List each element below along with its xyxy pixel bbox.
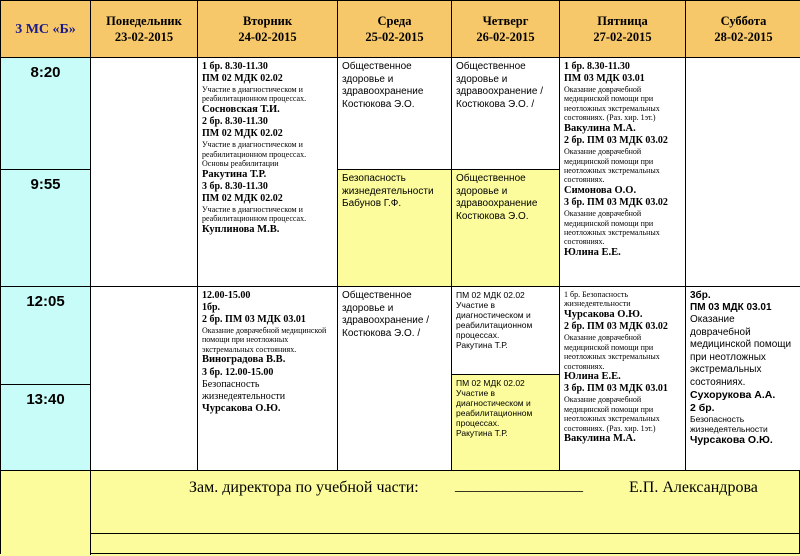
day-date: 26-02-2015 <box>476 30 535 44</box>
day-date: 25-02-2015 <box>365 30 424 44</box>
cell-line: Безопасность жизнедеятельности <box>690 414 768 434</box>
wednesday-period-2: Безопасность жизнедеятельности Бабунов Г.Ф. <box>338 170 452 287</box>
cell-line: Ракутина Т.Р. <box>202 168 267 180</box>
day-date: 24-02-2015 <box>238 30 297 44</box>
cell-line: Оказание доврачебной медицинской помощи при неотложных экстремальных состояниях. <box>564 147 660 185</box>
cell-line: Оказание доврачебной медицинской помощи при неотложных экстремальных состояниях. <box>202 326 327 354</box>
footer-bottom-row <box>91 533 800 556</box>
thursday-period-3: ПМ 02 МДК 02.02 Участие в диагностическом и реабилитационном процессах. Ракутина Т.Р. <box>452 287 560 375</box>
cell-line: Оказание доврачебной медицинской помощи при неотложных экстремальных состояниях. (Раз. хир. 1эт.) <box>564 395 660 433</box>
time-slot-3: 12:05 <box>1 287 91 385</box>
cell-line: Чурсакова О.Ю. <box>202 402 281 414</box>
cell-line: Чурсакова О.Ю. <box>690 434 773 446</box>
cell-line: Симонова О.О. <box>564 184 637 196</box>
signature-footer <box>91 471 800 503</box>
cell-line: ПМ 03 МДК 03.01 <box>690 302 772 313</box>
monday-afternoon <box>91 287 198 471</box>
tuesday-afternoon <box>198 287 338 471</box>
cell-line: Участие в диагностическом и реабилитационном процессах. Основы реабилитации <box>202 140 307 169</box>
cell-line: 2 бр. <box>690 401 715 414</box>
signature-line: ________________ <box>455 477 583 494</box>
day-name: Понедельник <box>106 14 182 28</box>
day-name: Среда <box>377 14 412 28</box>
cell-line: Куплинова М.В. <box>202 223 280 235</box>
group-header <box>1 1 91 58</box>
cell-line: 3 бр. 12.00-15.00 <box>202 366 274 378</box>
cell-line: ПМ 02 МДК 02.02 <box>202 128 283 140</box>
cell-line: 1 бр. 8.30-11.30 <box>564 61 630 72</box>
cell-line: 2 бр. ПМ 03 МДК 03.02 <box>564 135 668 147</box>
cell-line: Сухорукова А.А. <box>690 389 776 401</box>
time-slot-1: 8:20 <box>1 58 91 170</box>
thursday-period-1: Общественное здоровье и здравоохранение / Костюкова Э.О. / <box>452 58 560 170</box>
cell-line: 3 бр. ПМ 03 МДК 03.02 <box>564 197 668 209</box>
cell-line: 1бр. <box>202 302 221 313</box>
cell-line: Безопасность жизнедеятельности <box>202 378 286 402</box>
time-slot-2: 9:55 <box>1 170 91 287</box>
day-header-friday <box>560 1 686 58</box>
footer-left-blank <box>1 471 91 555</box>
group-name: 3 МС «Б» <box>15 21 76 37</box>
cell-line: ПМ 03 МДК 03.01 <box>564 73 645 84</box>
cell-line: Вакулина М.А. <box>564 122 636 134</box>
time-slot-4: 13:40 <box>1 385 91 471</box>
wednesday-period-3: Общественное здоровье и здравоохранение / Костюкова Э.О. / <box>338 287 452 471</box>
day-header-thursday <box>452 1 560 58</box>
signature-label: Зам. директора по учебной части: <box>189 479 419 496</box>
cell-line: 1 бр. 8.30-11.30 <box>202 61 268 72</box>
friday-afternoon <box>560 287 686 471</box>
friday-morning <box>560 58 686 287</box>
cell-line: Участие в диагностическом и реабилитационном процессах. <box>202 205 307 224</box>
cell-line: 2 бр. 8.30-11.30 <box>202 116 268 128</box>
wednesday-period-1: Общественное здоровье и здравоохранение Костюкова Э.О. <box>338 58 452 170</box>
cell-line: 2 бр. ПМ 03 МДК 03.02 <box>564 321 668 333</box>
cell-line: Вакулина М.А. <box>564 433 636 445</box>
cell-line: 12.00-15.00 <box>202 290 251 301</box>
cell-line: ПМ 02 МДК 02.02 <box>202 193 283 205</box>
day-name: Четверг <box>482 14 529 28</box>
cell-line: 3 бр. ПМ 03 МДК 03.01 <box>564 383 668 395</box>
day-header-tuesday <box>198 1 338 58</box>
cell-line: 3 бр. 8.30-11.30 <box>202 181 268 193</box>
day-header-wednesday <box>338 1 452 58</box>
signature-name: Е.П. Александрова <box>629 479 758 496</box>
day-header-saturday <box>686 1 800 58</box>
cell-line: Оказание доврачебной медицинской помощи при неотложных экстремальных состояниях. <box>564 333 660 371</box>
day-name: Вторник <box>242 14 293 28</box>
monday-morning <box>91 58 198 287</box>
day-date: 28-02-2015 <box>714 30 773 44</box>
day-date: 27-02-2015 <box>593 30 652 44</box>
cell-line: ПМ 02 МДК 02.02 <box>202 73 283 84</box>
cell-line: Юлина Е.Е. <box>564 246 621 258</box>
thursday-period-4: ПМ 02 МДК 02.02 Участие в диагностическом и реабилитационном процессах. Ракутина Т.Р. <box>452 375 560 471</box>
tuesday-morning <box>198 58 338 287</box>
day-header-monday <box>91 1 198 58</box>
cell-line: 3бр. <box>690 290 711 301</box>
saturday-afternoon <box>686 287 800 471</box>
cell-line: Виноградова В.В. <box>202 354 286 366</box>
thursday-period-2: Общественное здоровье и здравоохранение Костюкова Э.О. <box>452 170 560 287</box>
cell-line: 2 бр. ПМ 03 МДК 03.01 <box>202 314 306 325</box>
day-name: Пятница <box>597 14 648 28</box>
cell-line: Оказание доврачебной медицинской помощи при неотложных экстремальных состояниях. (Раз. хир. 1эт.) <box>564 85 660 123</box>
cell-line: Оказание доврачебной медицинской помощи при неотложных экстремальных состояниях. <box>690 314 792 388</box>
cell-line: Сосновская Т.И. <box>202 103 280 115</box>
cell-line: Юлина Е.Е. <box>564 370 621 382</box>
cell-line: Чурсакова О.Ю. <box>564 308 643 320</box>
cell-line: Оказание доврачебной медицинской помощи при неотложных экстремальных состояниях. <box>564 209 660 247</box>
cell-line: Участие в диагностическом и реабилитационном процессах. <box>202 85 307 104</box>
cell-line: 1 бр. Безопасность жизнедеятельности <box>564 290 631 309</box>
saturday-morning <box>686 58 800 287</box>
day-date: 23-02-2015 <box>114 30 174 44</box>
day-name: Суббота <box>720 14 767 28</box>
